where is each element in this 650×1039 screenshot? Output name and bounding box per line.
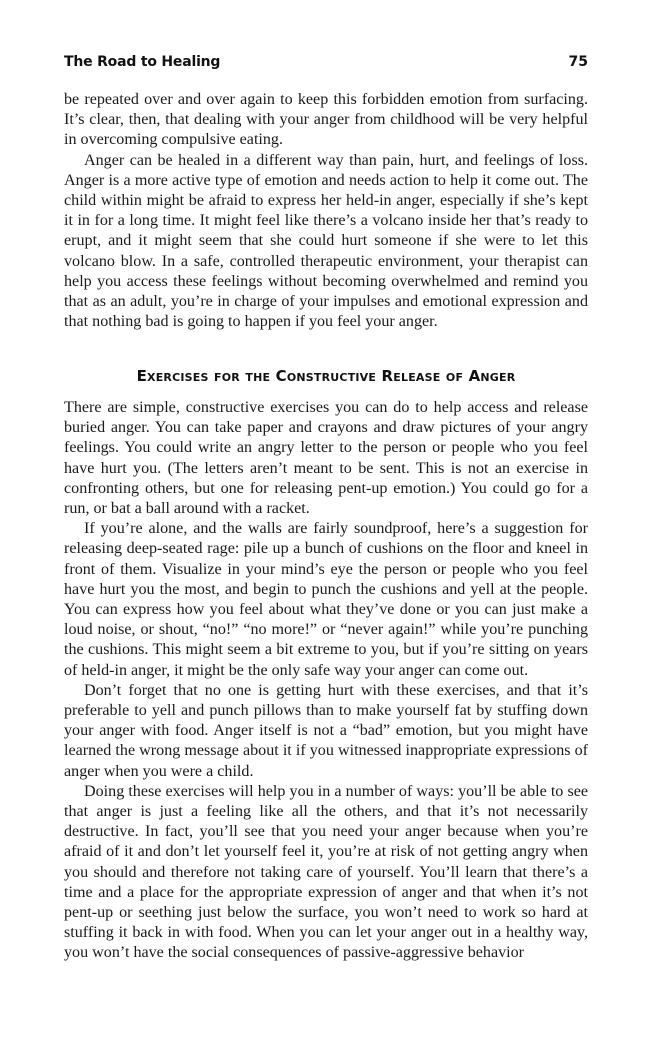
section-heading: Exercises for the Constructive Release of Anger <box>136 367 516 385</box>
paragraph: Anger can be healed in a different way than pain, hurt, and feelings of loss. Anger is a more active type of emotion and needs action to help it come out. The child within might be afraid to express her held-in anger, especially if she’s kept it in for a long time. It might feel like there’s a volcano inside her that’s ready to erupt, and it might seem that she could hurt someone if she were to let this volcano blow. In a safe, controlled therapeutic environment, your therapist can help you access these feelings without becoming overwhelmed and remind you that as an adult, you’re in charge of your impulses and emotional expression and that nothing bad is going to happen if you feel your anger. <box>64 151 588 331</box>
running-head <box>64 54 588 74</box>
paragraph: There are simple, constructive exercises you can do to help access and release buried anger. You can take paper and crayons and draw pictures of your angry feelings. You could write an angry letter to the person or people who you feel have hurt you. (The letters aren’t meant to be sent. This is not an exercise in confronting others, but one for releasing pent-up emotion.) You could go for a run, or bat a ball around with a racket. <box>64 399 588 518</box>
paragraph: be repeated over and over again to keep this forbidden emotion from surfacing. It’s clear, then, that dealing with your anger from childhood will be very helpful in overcoming compulsive eating. <box>64 91 588 149</box>
paragraph: If you’re alone, and the walls are fairly soundproof, here’s a suggestion for releasing deep-seated rage: pile up a bunch of cushions on the floor and kneel in front of them. Visualize in your mind’s eye the person or people who you feel have hurt you the most, and begin to punch the cushions and yell at the people. You can express how you feel about what they’ve done or you can just make a loud noise, or shout, “no!” “no more!” or “never again!” while you’re punching the cushions. This might seem a bit extreme to you, but if you’re sitting on years of held-in anger, it might be the only safe way your anger can come out. <box>64 520 588 679</box>
paragraph: Doing these exercises will help you in a number of ways: you’ll be able to see that anger is just a feeling like all the others, and that it’s not necessarily destructive. In fact, you’ll see that you need your anger because when you’re afraid of it and don’t let yourself feel it, you’re at risk of not getting angry when you should and therefore not taking care of yourself. You’ll learn that there’s a time and a place for the appropriate expression of anger and that when it’s not pent-up or seething just below the surface, you won’t need to work so hard at stuffing it back in with food. When you can let your anger out in a healthy way, you won’t have the social consequences of passive-aggressive behavior <box>64 782 588 962</box>
body-text-bottom <box>64 398 588 964</box>
page-number: 75 <box>568 54 588 70</box>
paragraph: Don’t forget that no one is getting hurt with these exercises, and that it’s preferable to yell and punch pillows than to make yourself fat by stuffing down your anger with food. Anger itself is not a “bad” emotion, but you might have learned the wrong message about it if you witnessed inappropriate expressions of anger when you were a child. <box>64 681 588 780</box>
body-text-top <box>64 90 588 332</box>
running-title: The Road to Healing <box>64 54 221 70</box>
book-page <box>64 0 588 1039</box>
